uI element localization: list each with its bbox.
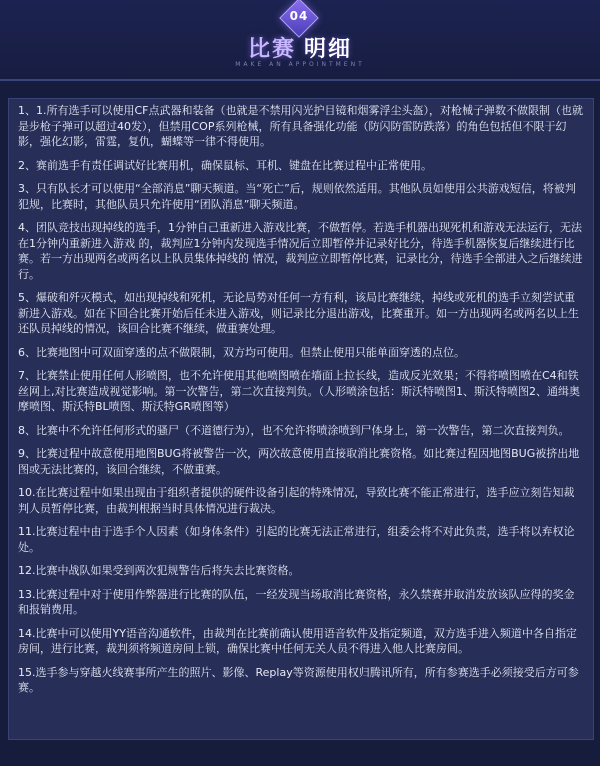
title-part-1: 比赛 bbox=[247, 37, 296, 62]
rule-item: 10.在比赛过程中如果出现由于组织者提供的硬件设备引起的特殊情况，导致比赛不能正常进行，选手应立刻告知裁判人员暂停比赛，由裁判根据当时具体情况进行裁决。 bbox=[18, 486, 575, 515]
rule-item: 6、比赛地图中可双面穿透的点不做限制，双方均可使用。但禁止使用只能单面穿透的点位。 bbox=[18, 345, 465, 359]
rule-item: 11.比赛过程中由于选手个人因素（如身体条件）引起的比赛无法正常进行，组委会将不对此负责，选手将以弃权论处。 bbox=[18, 525, 575, 554]
rule-item: 4、团队竞技出现掉线的选手，1分钟自己重新进入游戏比赛，不做暂停。若选手机器出现死机和游戏无法运行，无法在1分钟内重新进入游戏 的，裁判应1分钟内发现选手情况后立即暂停并记录好比分，待选手机器恢复后继续进行比赛。若一方出现两名或两名以上队员集体掉线的 情况，裁判应立即暂停比赛，记录比分，待选手全部进入之后继续进行。 bbox=[18, 221, 583, 281]
rule-item: 7、比赛禁止使用任何人形喷图，也不允许使用其他喷图喷在墙面上拉长线，造成反光效果；不得将喷图喷在C4和铁丝网上,对比赛造成视觉影响。第一次警告，第二次直接判负。（人形喷涂包括：斯沃特喷图1、斯沃特喷图2、通缉奥摩喷图、斯沃特BL喷图、斯沃特GR喷图等） bbox=[18, 369, 580, 413]
rule-item: 3、只有队长才可以使用“全部消息”聊天频道。当“死亡”后，规则依然适用。其他队员如使用公共游戏短信，将被判犯规，比赛时，其他队员只允许使用“团队消息”聊天频道。 bbox=[18, 182, 576, 211]
page-subtitle: MAKE AN APPOINTMENT bbox=[235, 61, 365, 68]
rule-item: 12.比赛中战队如果受到两次犯规警告后将失去比赛资格。 bbox=[18, 564, 300, 577]
rule-item: 2、赛前选手有责任调试好比赛用机，确保鼠标、耳机、键盘在比赛过程中正常使用。 bbox=[18, 158, 432, 172]
rule-item: 5、爆破和歼灭模式，如出现掉线和死机，无论局势对任何一方有利，该局比赛继续，掉线或死机的选手立刻尝试重新进入游戏。如在下回合比赛开始后任未进入游戏，则记录比分退出游戏，比赛重开。如一方出现两名或两名以上生还队员掉线的情况，该回合比赛不继续，做重赛处理。 bbox=[18, 291, 579, 335]
rule-item: 8、比赛中不允许任何形式的骚尸（不道德行为），也不允许将喷涂喷到尸体身上，第一次警告，第二次直接判负。 bbox=[18, 423, 570, 437]
section-number: 04 bbox=[289, 9, 309, 23]
rule-item: 13.比赛过程中对于使用作弊器进行比赛的队伍，一经发现当场取消比赛资格，永久禁赛并取消发放该队应得的奖金和报销费用。 bbox=[18, 587, 575, 616]
rules-list bbox=[18, 103, 584, 704]
rule-item: 1、1.所有选手可以使用CF点武器和装备（也就是不禁用闪光护目镜和烟雾浮尘头盔），对枪械子弹数不做限制（也就是步枪子弹可以超过40发），但禁用COP系列枪械，所有具备强化功能（防闪防雷防跌落）的角色包括但不限于幻影，强化幻影，雷霆，复仇，蝴蝶等一律不得使用。 bbox=[18, 104, 583, 148]
rule-item: 14.比赛中可以使用YY语音沟通软件，由裁判在比赛前确认使用语音软件及指定频道，双方选手进入频道中各自指定房间，进行比赛，裁判须将频道房间上锁，确保比赛中任何无关人员不得进入他人比赛房间。 bbox=[18, 626, 577, 655]
page-title bbox=[0, 32, 600, 63]
header-divider bbox=[0, 79, 600, 81]
rule-item: 15.选手参与穿越火线赛事所产生的照片、影像、Replay等资源使用权归腾讯所有，所有参赛选手必须接受后方可参赛。 bbox=[18, 665, 579, 694]
title-part-2: 明细 bbox=[304, 37, 353, 62]
rule-item: 9、比赛过程中故意使用地图BUG将被警告一次，两次故意使用直接取消比赛资格。如比赛过程因地图BUG被挤出地图或无法比赛的，该回合继续，不做重赛。 bbox=[18, 447, 580, 476]
